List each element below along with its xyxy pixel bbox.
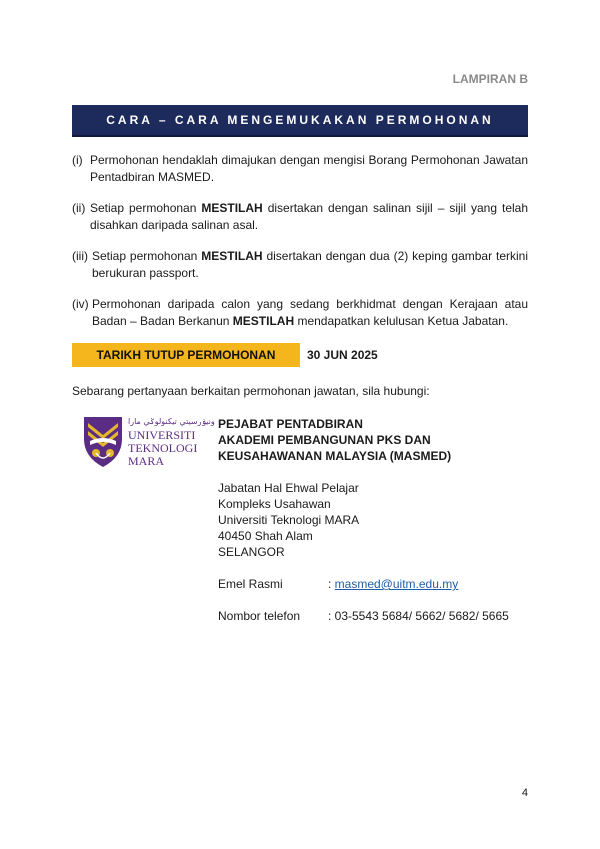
logo-line3: MARA [128,454,165,468]
item-text-part: mendapatkan kelulusan Ketua Jabatan. [294,314,509,328]
org-name-line: AKADEMI PEMBANGUNAN PKS DAN [218,433,431,447]
item-emphasis: MESTILAH [232,314,295,328]
item-number: (iv) [72,297,89,311]
email-label: Emel Rasmi [218,577,283,591]
banner-title: CARA – CARA MENGEMUKAKAN PERMOHONAN [106,113,494,127]
item-text [90,200,528,234]
closing-date-value: 30 JUN 2025 [307,348,378,362]
item-number: (iii) [72,249,88,263]
list-item [72,152,528,186]
email-link[interactable]: masmed@uitm.edu.my [334,577,459,591]
closing-date-block [72,343,378,367]
address-block [218,480,509,560]
list-item [72,200,528,234]
item-text [90,152,528,186]
org-name-line: KEUSAHAWANAN MALAYSIA (MASMED) [218,449,452,463]
address-line: Jabatan Hal Ehwal Pelajar [218,481,359,495]
logo-line2: TEKNOLOGI [128,441,198,455]
address-line: Universiti Teknologi MARA [218,513,360,527]
item-number: (ii) [72,201,86,215]
item-text-part: disertakan dengan salinan sijil – sijil yang telah disahkan daripada salinan asal. [90,201,529,232]
address-line: SELANGOR [218,545,285,559]
closing-date-label: TARIKH TUTUP PERMOHONAN [72,343,300,367]
item-text-part: disertakan dengan dua (2) keping gambar terkini berukuran passport. [92,249,529,280]
contact-block [218,416,509,624]
item-text [92,248,528,282]
item-emphasis: MESTILAH [201,249,263,263]
org-name-line: PEJABAT PENTADBIRAN [218,417,363,431]
email-row [218,576,509,592]
page-number: 4 [521,787,528,799]
uitm-crest-icon [84,417,122,467]
phone-value: : 03-5543 5684/ 5662/ 5682/ 5665 [328,609,509,623]
list-item [72,248,528,282]
appendix-label: LAMPIRAN B [452,72,528,86]
address-line: 40450 Shah Alam [218,529,313,543]
item-text-part: Permohonan hendaklah dimajukan dengan mengisi Borang Permohonan Jawatan Pentadbiran MASMED. [90,153,528,184]
logo-arabic-text: ونيۏرسيتي تيکنولوݢي مارا [128,417,215,426]
email-separator: : [328,577,335,591]
list-item [72,296,528,330]
item-text-part: Permohonan daripada calon yang sedang berkhidmat dengan Kerajaan atau Badan – Badan Berkanun [92,297,528,328]
uitm-logo [82,413,215,469]
item-emphasis: MESTILAH [201,201,263,215]
address-line: Kompleks Usahawan [218,497,331,511]
application-steps-list [72,152,528,344]
item-text-part: Setiap permohonan [92,249,202,263]
section-banner [72,105,528,137]
item-text [92,296,528,330]
logo-line1: UNIVERSITI [128,428,196,442]
phone-row [218,608,509,624]
enquiry-text: Sebarang pertanyaan berkaitan permohonan jawatan, sila hubungi: [72,384,430,398]
item-number: (i) [72,153,83,167]
item-text-part: Setiap permohonan [90,201,202,215]
phone-label: Nombor telefon [218,609,301,623]
